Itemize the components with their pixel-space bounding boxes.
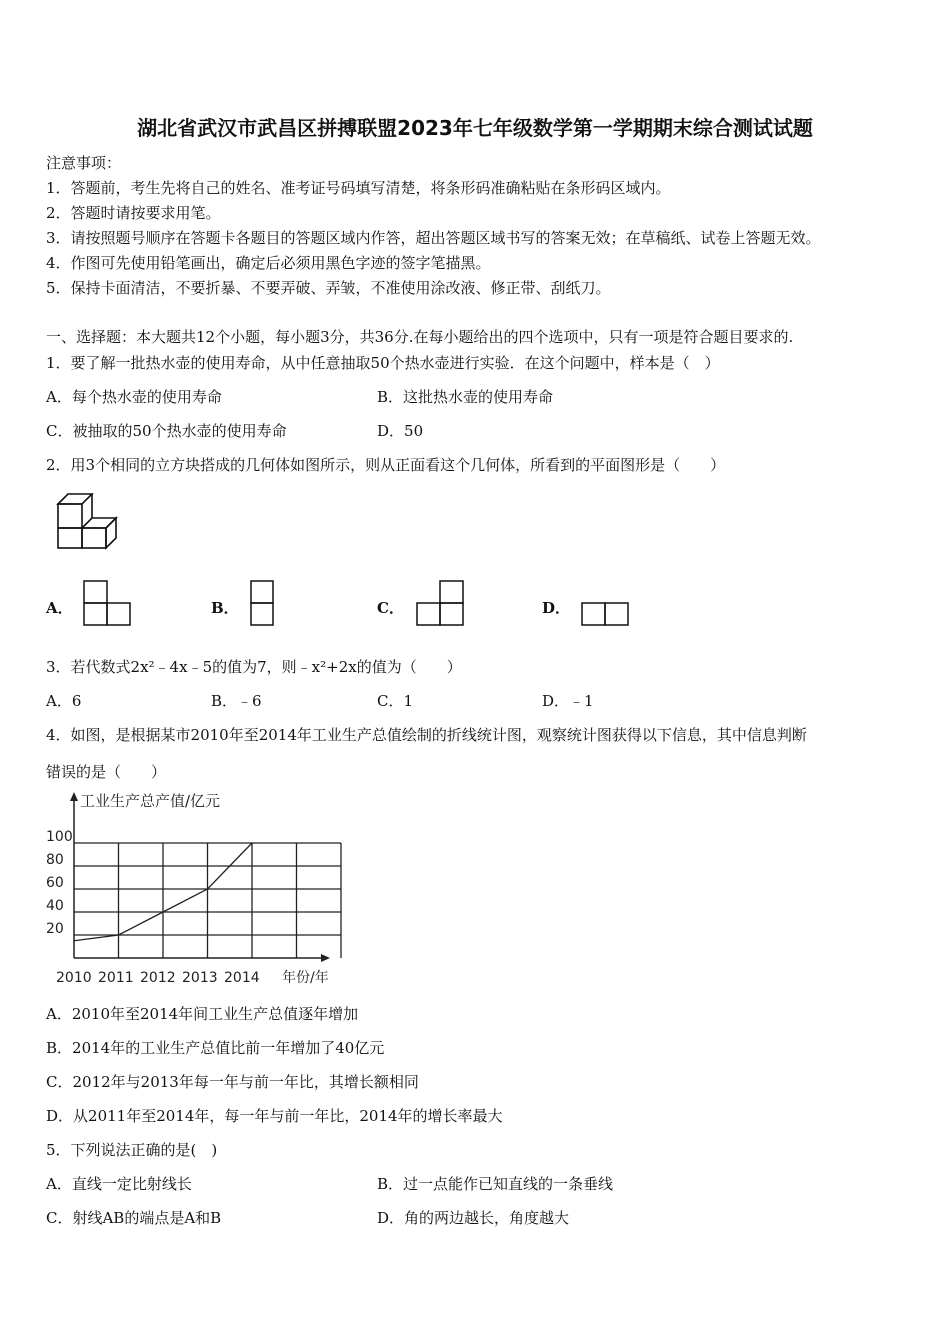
x-axis-arrow <box>321 954 330 962</box>
q3-option-a: A．6 <box>46 692 82 710</box>
notice-item: 4．作图可先使用铅笔画出，确定后必须用黑色字迹的签字笔描黑。 <box>46 254 491 272</box>
section-heading: 一、选择题：本大题共12个小题，每小题3分，共36分.在每小题给出的四个选项中，只有一项是符合题目要求的. <box>46 328 794 346</box>
line-chart <box>44 790 334 990</box>
q2-option-d: D． <box>542 599 571 617</box>
q1-option-c: C．被抽取的50个热水壶的使用寿命 <box>46 422 287 440</box>
q2-option-c-figure <box>416 580 466 626</box>
q1-stem: 1．要了解一批热水壶的使用寿命，从中任意抽取50个热水壶进行实验．在这个问题中，样本是（ ） <box>46 354 720 372</box>
page-title: 湖北省武汉市武昌区拼搏联盟2023年七年级数学第一学期期末综合测试试题 <box>137 116 813 140</box>
data-point <box>118 934 120 936</box>
notice-item: 2．答题时请按要求用笔。 <box>46 204 221 222</box>
q2-stem: 2．用3个相同的立方块搭成的几何体如图所示，则从正面看这个几何体，所看到的平面图形是（ ） <box>46 456 726 474</box>
q3-option-d: D．﹣1 <box>542 692 594 710</box>
q4-option-d: D．从2011年至2014年，每一年与前一年比，2014年的增长率最大 <box>46 1107 503 1125</box>
q4-option-a: A．2010年至2014年间工业生产总值逐年增加 <box>46 1005 359 1023</box>
notice-item: 1．答题前，考生先将自己的姓名、准考证号码填写清楚，将条形码准确粘贴在条形码区域内。 <box>46 179 671 197</box>
q5-option-a: A．直线一定比射线长 <box>46 1175 192 1193</box>
data-point <box>207 888 209 890</box>
x-tick-label: 2012 <box>140 970 176 986</box>
q4-stem: 4．如图，是根据某市2010年至2014年工业生产总值绘制的折线统计图，观察统计图获得以下信息，其中信息判断 <box>46 726 807 744</box>
q1-option-d: D．50 <box>377 422 424 440</box>
y-tick-label: 40 <box>46 898 64 914</box>
x-tick-label: 2013 <box>182 970 218 986</box>
y-axis-arrow <box>70 792 78 801</box>
q2-option-c: C． <box>377 599 404 617</box>
q2-option-a-figure <box>83 580 133 626</box>
x-axis-label: 年份/年 <box>282 970 329 986</box>
cube-figure <box>54 490 118 552</box>
x-tick-label: 2010 <box>56 970 92 986</box>
y-tick-label: 60 <box>46 875 64 891</box>
q5-option-b: B．过一点能作已知直线的一条垂线 <box>377 1175 614 1193</box>
q2-option-d-figure <box>581 602 631 628</box>
y-axis-label: 工业生产总产值/亿元 <box>80 792 221 810</box>
y-tick-label: 100 <box>46 829 73 845</box>
q1-option-b: B．这批热水壶的使用寿命 <box>377 388 554 406</box>
notice-heading: 注意事项： <box>46 154 122 172</box>
y-tick-label: 80 <box>46 852 64 868</box>
q2-option-b: B． <box>211 599 239 617</box>
q4-option-b: B．2014年的工业生产总值比前一年增加了40亿元 <box>46 1039 385 1057</box>
x-tick-label: 2014 <box>224 970 260 986</box>
q3-stem: 3．若代数式2x²﹣4x﹣5的值为7，则﹣x²+2x的值为（ ） <box>46 658 462 676</box>
q2-option-a: A． <box>46 599 73 617</box>
q4-stem-cont: 错误的是（ ） <box>46 763 167 781</box>
q3-option-b: B．﹣6 <box>211 692 262 710</box>
q5-option-c: C．射线AB的端点是A和B <box>46 1209 222 1227</box>
data-point <box>251 842 253 844</box>
q1-option-a: A．每个热水壶的使用寿命 <box>46 388 222 406</box>
q5-option-d: D．角的两边越长，角度越大 <box>377 1209 570 1227</box>
notice-item: 5．保持卡面清洁，不要折暴、不要弄破、弄皱，不准使用涂改液、修正带、刮纸刀。 <box>46 279 611 297</box>
q3-option-c: C．1 <box>377 692 414 710</box>
data-point <box>162 911 164 913</box>
data-point <box>73 940 75 942</box>
q2-option-b-figure <box>250 580 276 626</box>
y-tick-label: 20 <box>46 921 64 937</box>
q4-option-c: C．2012年与2013年每一年与前一年比，其增长额相同 <box>46 1073 419 1091</box>
notice-item: 3．请按照题号顺序在答题卡各题目的答题区域内作答，超出答题区域书写的答案无效；在草稿纸、试卷上答题无效。 <box>46 229 821 247</box>
x-tick-label: 2011 <box>98 970 134 986</box>
q5-stem: 5．下列说法正确的是( ) <box>46 1141 218 1159</box>
